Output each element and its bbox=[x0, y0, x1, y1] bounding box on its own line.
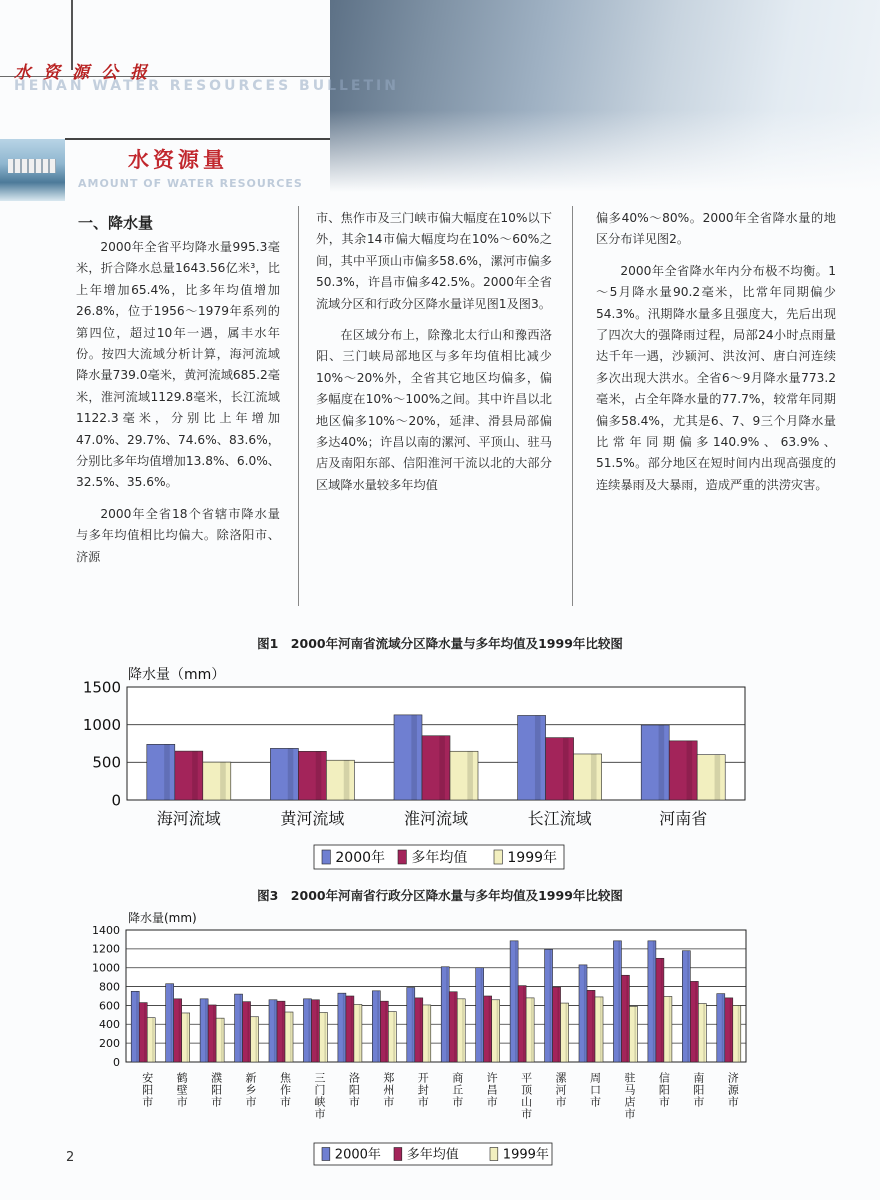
bar-shade bbox=[308, 999, 310, 1062]
bar-shade bbox=[192, 751, 198, 800]
x-tick-label: 商丘市 bbox=[450, 1072, 464, 1108]
legend-entry: 2000年 bbox=[335, 850, 386, 867]
bar-shade bbox=[316, 751, 322, 800]
bar-shade bbox=[584, 965, 586, 1062]
bar-shade bbox=[439, 736, 445, 800]
x-tick-label: 淮河流域 bbox=[403, 809, 469, 828]
bar bbox=[388, 1012, 396, 1062]
bar-shade bbox=[144, 1003, 146, 1062]
x-tick-label: 漯河市 bbox=[554, 1072, 568, 1108]
x-tick-label: 鹤壁市 bbox=[175, 1072, 189, 1108]
bar-shade bbox=[467, 751, 473, 800]
bar bbox=[394, 715, 422, 800]
y-tick-label: 600 bbox=[99, 999, 120, 1013]
paragraph: 在区域分布上，除豫北太行山和豫西洛阳、三门峡局部地区与多年均值相比减少10%～20%外，全省其它地区均偏多，偏多幅度在10%～100%之间。其中许昌以北地区偏多10%～20%，延津、滑县局部偏多达40%；许昌以南的漯河、平顶山、驻马店及南阳东部、信阳淮河干流以北的大部分区域降水量较多年均值 bbox=[316, 328, 552, 492]
bar-shade bbox=[248, 1002, 250, 1062]
bar bbox=[311, 1000, 319, 1062]
x-tick-label: 焦作市 bbox=[278, 1072, 292, 1108]
bar-shade bbox=[220, 762, 226, 800]
bar bbox=[319, 1013, 327, 1063]
paragraph: 2000年全省降水年内分布极不均衡。1～5月降水量90.2毫米，比常年同期偏少54.3%。汛期降水量多且强度大，先后出现了四次大的强降雨过程，局部24小时点雨量达千年一遇，沙颍河、洪汝河、唐白河连续多次出现大洪水。全省6～9月降水量773.2毫米，占全年降水量的77.7%，较常年同期偏多58.4%，尤其是6、7、9三个月降水量比常年同期偏多140.9%、63.9%、51.5%。部分地区在短时间内出现高强度的连续暴雨及大暴雨，造成严重的洪涝灾害。 bbox=[596, 263, 836, 492]
bar-shade bbox=[626, 975, 628, 1062]
bar bbox=[641, 725, 669, 800]
y-tick-label: 400 bbox=[99, 1018, 120, 1032]
bar bbox=[216, 1018, 224, 1062]
legend-entry: 多年均值 bbox=[411, 850, 468, 867]
x-tick-label: 平顶山市 bbox=[519, 1072, 533, 1120]
x-tick-label: 海河流域 bbox=[156, 809, 221, 828]
x-tick-label: 南阳市 bbox=[691, 1072, 705, 1108]
bar-shade bbox=[351, 996, 353, 1062]
bar bbox=[441, 967, 449, 1062]
x-tick-label: 信阳市 bbox=[657, 1072, 671, 1108]
bar-shade bbox=[523, 986, 525, 1062]
bar-shade bbox=[412, 988, 414, 1062]
bar bbox=[682, 951, 690, 1062]
bar-shade bbox=[344, 760, 350, 800]
bar-shade bbox=[152, 1018, 154, 1062]
bar-shade bbox=[420, 998, 422, 1062]
x-tick-label: 新乡市 bbox=[244, 1072, 258, 1108]
y-tick-label: 1400 bbox=[92, 923, 120, 937]
legend-entry: 多年均值 bbox=[406, 1147, 459, 1163]
bar bbox=[147, 1018, 155, 1062]
x-tick-label: 三门峡市 bbox=[312, 1072, 326, 1120]
bar bbox=[621, 975, 629, 1062]
bar-shade bbox=[669, 996, 671, 1062]
y-tick-label: 0 bbox=[111, 791, 121, 810]
bar-shade bbox=[343, 993, 345, 1062]
legend-swatch bbox=[490, 1148, 498, 1161]
bar bbox=[372, 991, 380, 1062]
legend-entry: 1999年 bbox=[502, 1147, 549, 1163]
bar bbox=[354, 1004, 362, 1062]
bar-shade bbox=[462, 999, 464, 1062]
legend-swatch bbox=[394, 1148, 402, 1161]
bar bbox=[574, 754, 602, 800]
bar-shade bbox=[213, 1005, 215, 1062]
bar bbox=[690, 981, 698, 1062]
bar-shade bbox=[497, 1000, 499, 1062]
bar bbox=[664, 996, 672, 1062]
bar bbox=[579, 965, 587, 1062]
bar bbox=[717, 994, 725, 1062]
bar bbox=[595, 997, 603, 1062]
bar-shade bbox=[687, 951, 689, 1062]
y-tick-label: 500 bbox=[92, 753, 121, 772]
y-tick-label: 1500 bbox=[82, 678, 121, 697]
paragraph: 市、焦作市及三门峡市偏大幅度在10%以下外，其余14市偏大幅度均在10%～60%之间，其中平顶山市偏多58.6%，漯河市偏多50.3%，许昌市偏多42.5%。2000年全省流域分区和行政分区降水量详见图1及图3。 bbox=[316, 211, 552, 311]
bulletin-title: 水资源公报 bbox=[14, 63, 159, 83]
bar bbox=[139, 1003, 147, 1062]
bar-shade bbox=[715, 755, 721, 800]
bar bbox=[457, 999, 465, 1062]
y-tick-label: 200 bbox=[99, 1036, 120, 1050]
bar bbox=[518, 715, 546, 800]
bar bbox=[510, 941, 518, 1062]
bar bbox=[200, 999, 208, 1062]
article-heading: 一、降水量 bbox=[78, 214, 154, 232]
x-tick-label: 开封市 bbox=[416, 1072, 430, 1108]
bar-shade bbox=[316, 1000, 318, 1062]
bar bbox=[407, 988, 415, 1062]
page-number: 2 bbox=[66, 1150, 75, 1165]
bar-shade bbox=[205, 999, 207, 1062]
x-tick-label: 河南省 bbox=[659, 809, 708, 828]
bar bbox=[422, 736, 450, 800]
bar-shade bbox=[535, 715, 541, 800]
x-tick-label: 安阳市 bbox=[140, 1072, 154, 1108]
bar bbox=[285, 1012, 293, 1062]
bar bbox=[546, 738, 574, 800]
bar-shade bbox=[481, 968, 483, 1062]
bar-shade bbox=[256, 1017, 258, 1062]
y-axis-label: 降水量(mm) bbox=[128, 911, 197, 925]
bar-shade bbox=[187, 1013, 189, 1062]
bar-shade bbox=[428, 1005, 430, 1062]
bar bbox=[553, 987, 561, 1062]
bar bbox=[208, 1005, 216, 1062]
x-tick-label: 周口市 bbox=[588, 1072, 602, 1108]
bar bbox=[725, 998, 733, 1062]
paragraph: 偏多40%～80%。2000年全省降水量的地区分布详见图2。 bbox=[596, 211, 836, 247]
bar-shade bbox=[240, 994, 242, 1062]
y-tick-label: 800 bbox=[99, 980, 120, 994]
bulletin-title-en: HENAN WATER RESOURCES BULLETIN bbox=[14, 78, 399, 94]
x-tick-label: 驻马店市 bbox=[622, 1072, 636, 1120]
figure-3-title: 图3 2000年河南省行政分区降水量与多年均值及1999年比较图 bbox=[257, 888, 623, 903]
x-tick-label: 济源市 bbox=[726, 1072, 740, 1108]
bar-shade bbox=[550, 949, 552, 1062]
y-tick-label: 0 bbox=[113, 1055, 120, 1069]
bar-shade bbox=[591, 754, 597, 800]
bar-shade bbox=[738, 1005, 740, 1062]
bar bbox=[697, 755, 725, 800]
legend-swatch bbox=[322, 1148, 330, 1161]
bar-shade bbox=[634, 1006, 636, 1062]
bar bbox=[270, 748, 298, 800]
section-title-en: AMOUNT OF WATER RESOURCES bbox=[78, 177, 303, 190]
legend-entry: 1999年 bbox=[507, 850, 558, 867]
x-tick-label: 郑州市 bbox=[381, 1072, 395, 1108]
section-title: 水资源量 bbox=[128, 148, 228, 172]
bar bbox=[326, 760, 354, 800]
bar bbox=[298, 751, 326, 800]
bar-shade bbox=[558, 987, 560, 1062]
bar-shade bbox=[324, 1013, 326, 1063]
bar-shade bbox=[179, 999, 181, 1062]
bar bbox=[174, 999, 182, 1062]
bar bbox=[147, 744, 175, 800]
legend-swatch bbox=[494, 850, 502, 864]
paragraph: 2000年全省平均降水量995.3毫米，折合降水总量1643.56亿米³，比上年增加65.4%，比多年均值增加26.8%，位于1956～1979年系列的第四位，超过10年一遇，属丰水年份。按四大流域分析计算，海河流域降水量739.0毫米，黄河流域685.2毫米，淮河流域1129.8毫米，长江流域1122.3毫米，分别比上年增加47.0%、29.7%、74.6%、83.6%，分别比多年均值增加13.8%、6.0%、32.5%、35.6%。 bbox=[76, 240, 280, 490]
bar bbox=[613, 941, 621, 1062]
bar bbox=[561, 1003, 569, 1062]
x-tick-label: 洛阳市 bbox=[347, 1072, 361, 1108]
bar-shade bbox=[695, 981, 697, 1062]
legend-swatch bbox=[398, 850, 406, 864]
bar-shade bbox=[703, 1004, 705, 1062]
bar bbox=[648, 941, 656, 1062]
bar-shade bbox=[661, 958, 663, 1062]
bar-shade bbox=[659, 725, 665, 800]
bar bbox=[277, 1001, 285, 1062]
bar bbox=[346, 996, 354, 1062]
figure-1-title: 图1 2000年河南省流域分区降水量与多年均值及1999年比较图 bbox=[257, 636, 623, 651]
bar bbox=[492, 1000, 500, 1062]
bar-shade bbox=[687, 741, 693, 800]
bar bbox=[669, 741, 697, 800]
y-tick-label: 1000 bbox=[82, 715, 121, 734]
bar bbox=[476, 968, 484, 1062]
bar-shade bbox=[600, 997, 602, 1062]
bar bbox=[243, 1002, 251, 1062]
bar-shade bbox=[290, 1012, 292, 1062]
bar-shade bbox=[377, 991, 379, 1062]
bar bbox=[380, 1001, 388, 1062]
bar bbox=[235, 994, 243, 1062]
bar-shade bbox=[171, 984, 173, 1062]
bar bbox=[518, 986, 526, 1062]
bar-shade bbox=[282, 1001, 284, 1062]
y-axis-label: 降水量（mm） bbox=[128, 667, 226, 683]
bar bbox=[587, 990, 595, 1062]
bar-shade bbox=[393, 1012, 395, 1062]
bar bbox=[182, 1013, 190, 1062]
bar bbox=[733, 1005, 741, 1062]
bar-shade bbox=[164, 744, 170, 800]
paragraph: 2000年全省18个省辖市降水量与多年均值相比均偏大。除洛阳市、济源 bbox=[76, 506, 280, 564]
bar bbox=[450, 751, 478, 800]
bar-shade bbox=[563, 738, 569, 800]
bar-shade bbox=[411, 715, 417, 800]
bar-shade bbox=[221, 1018, 223, 1062]
bar-shade bbox=[730, 998, 732, 1062]
bar-shade bbox=[566, 1003, 568, 1062]
bar bbox=[656, 958, 664, 1062]
y-tick-label: 1200 bbox=[92, 942, 120, 956]
bar bbox=[175, 751, 203, 800]
bar bbox=[423, 1005, 431, 1062]
bar-shade bbox=[653, 941, 655, 1062]
x-tick-label: 濮阳市 bbox=[209, 1072, 223, 1108]
x-tick-label: 许昌市 bbox=[485, 1072, 499, 1108]
bar-shade bbox=[385, 1001, 387, 1062]
bar bbox=[449, 992, 457, 1062]
bar bbox=[629, 1006, 637, 1062]
y-tick-label: 1000 bbox=[92, 961, 120, 975]
bar bbox=[251, 1017, 259, 1062]
bar-shade bbox=[515, 941, 517, 1062]
bar-shade bbox=[136, 991, 138, 1062]
bar bbox=[303, 999, 311, 1062]
x-tick-label: 黄河流域 bbox=[280, 809, 345, 828]
legend-swatch bbox=[322, 850, 330, 864]
bar bbox=[545, 949, 553, 1062]
bar bbox=[166, 984, 174, 1062]
bar-shade bbox=[531, 998, 533, 1062]
x-tick-label: 长江流域 bbox=[527, 809, 592, 828]
bar-shade bbox=[722, 994, 724, 1062]
bar bbox=[338, 993, 346, 1062]
bar-shade bbox=[288, 748, 294, 800]
bar-shade bbox=[592, 990, 594, 1062]
bar bbox=[131, 991, 139, 1062]
bar bbox=[203, 762, 231, 800]
legend-entry: 2000年 bbox=[334, 1147, 381, 1163]
bar bbox=[698, 1004, 706, 1062]
bar-shade bbox=[489, 996, 491, 1062]
bar-shade bbox=[359, 1004, 361, 1062]
bar-shade bbox=[446, 967, 448, 1062]
bar-shade bbox=[274, 1000, 276, 1062]
bar bbox=[526, 998, 534, 1062]
bar-shade bbox=[618, 941, 620, 1062]
bar bbox=[269, 1000, 277, 1062]
bar bbox=[484, 996, 492, 1062]
bar bbox=[415, 998, 423, 1062]
bar-shade bbox=[454, 992, 456, 1062]
